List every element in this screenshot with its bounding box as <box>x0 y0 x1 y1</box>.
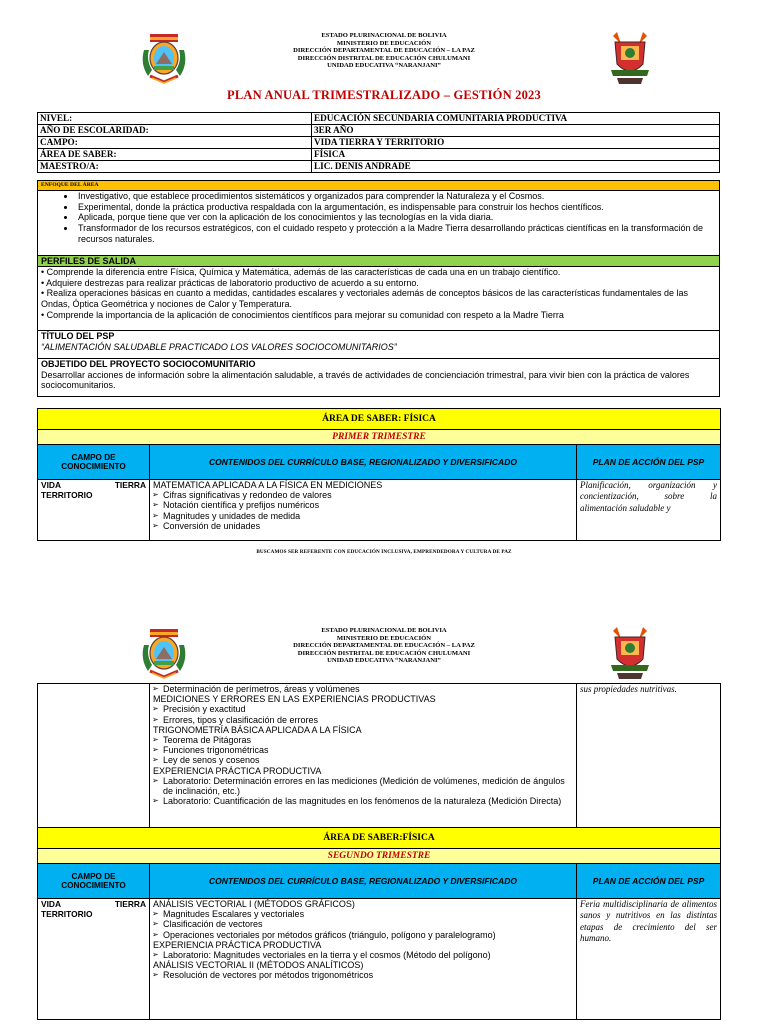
content-bullet: ➢ Errores, tipos y clasificación de errores <box>153 715 573 725</box>
trimestre-heading: PRIMER TRIMESTRE <box>38 430 721 445</box>
letterhead-text <box>240 32 528 70</box>
info-label: AÑO DE ESCOLARIDAD: <box>38 125 312 137</box>
content-bullet: ➢ Ley de senos y cosenos <box>153 755 573 765</box>
letterhead-text <box>240 627 528 665</box>
list-item: • Realiza operaciones básicas en cuanto a medidas, cantidades escalares y vectoriales además de conceptos básicos de las características fundamentales de las Ondas, Óptica Geométrica y nociones de Calor y Temperatura. <box>41 288 689 310</box>
content-bullet: ➢ Operaciones vectoriales por métodos gráficos (triángulo, polígono y paralelogramo) <box>153 930 573 940</box>
enfoque-heading: ENFOQUE DEL ÁREA <box>37 180 720 191</box>
info-label: ÁREA DE SABER: <box>38 149 312 161</box>
header-line: DIRECCIÓN DISTRITAL DE EDUCACIÓN CHULUMANI <box>297 54 471 62</box>
content-heading: ANÁLISIS VECTORIAL I (MÉTODOS GRÁFICOS) <box>153 899 355 909</box>
content-bullet: ➢ Magnitudes y unidades de medida <box>153 511 573 521</box>
document-title: PLAN ANUAL TRIMESTRALIZADO – GESTIÓN 2023 <box>227 88 541 102</box>
trimestre-row <box>38 849 721 864</box>
column-header-row <box>38 445 721 480</box>
area-table-segundo <box>37 827 721 1020</box>
column-header: CONTENIDOS DEL CURRÍCULO BASE, REGIONALIZADO Y DIVERSIFICADO <box>150 864 577 899</box>
header-line: UNIDAD EDUCATIVA “NARANJANI” <box>327 657 441 665</box>
column-header-row <box>38 864 721 899</box>
area-table-primer <box>37 408 721 541</box>
content-heading: MATEMATICA APLICADA A LA FÍSICA EN MEDICIONES <box>153 480 383 490</box>
content-heading: TRIGONOMETRÍA BÁSICA APLICADA A LA FÍSICA <box>153 724 362 735</box>
content-bullet: ➢ Magnitudes Escalares y vectoriales <box>153 909 573 919</box>
content-bullet: ➢ Laboratorio: Determinación errores en las mediciones (Medición de volúmenes, medición de ángulos de inclinación, etc.) <box>153 776 573 796</box>
info-value: LIC. DENIS ANDRADE <box>312 161 720 173</box>
content-heading: EXPERIENCIA PRÁCTICA PRODUCTIVA <box>153 765 322 776</box>
list-item: • Transformador de los recursos estratégicos, con el cuidado respeto y protección a la Madre Tierra desarrollando prácticas científicas en la transformación de recursos naturales. <box>76 223 719 244</box>
content-bullet: ➢ Precisión y exactitud <box>153 704 573 714</box>
header-line: UNIDAD EDUCATIVA “NARANJANI” <box>327 62 441 70</box>
content-heading: ANÁLISIS VECTORIAL II (MÉTODOS ANALÍTICOS) <box>153 960 364 971</box>
list-item: • Experimental, donde la práctica productiva respaldada con la argumentación, es indispensable para construir los hechos científicos. <box>76 202 719 213</box>
area-row <box>38 409 721 430</box>
area-heading: ÁREA DE SABER: FÍSICA <box>38 409 721 430</box>
info-label: MAESTRO/A: <box>38 161 312 173</box>
letterhead <box>0 625 768 685</box>
contents-cell <box>150 899 577 1020</box>
bolivia-coat-of-arms-icon <box>140 625 188 679</box>
info-row <box>38 149 720 161</box>
info-label: CAMPO: <box>38 137 312 149</box>
info-table <box>37 112 720 173</box>
content-bullet: ➢ Conversión de unidades <box>153 521 573 531</box>
header-line: MINISTERIO DE EDUCACIÓN <box>336 634 432 642</box>
list-item: • Adquiere destrezas para realizar prácticas de laboratorio productivo de acuerdo a su entorno. <box>41 277 419 288</box>
objetivo-text: Desarrollar acciones de información sobre la alimentación saludable, a través de actividades de concienciación trimestral, para vivir bien con la práctica de valores sociocomunitarios. <box>41 369 690 390</box>
column-header: CONTENIDOS DEL CURRÍCULO BASE, REGIONALIZADO Y DIVERSIFICADO <box>150 445 577 480</box>
plan-cell: sus propiedades nutritivas. <box>577 684 721 833</box>
content-heading: MEDICIONES Y ERRORES EN LAS EXPERIENCIAS PRODUCTIVAS <box>153 694 436 705</box>
letterhead <box>0 30 768 90</box>
school-crest-icon <box>607 30 653 86</box>
objetivo-heading: OBJETIDO DEL PROYECTO SOCIOCOMUNITARIO <box>41 359 256 369</box>
column-header: PLAN DE ACCIÓN DEL PSP <box>577 445 721 480</box>
header-line: ESTADO PLURINACIONAL DE BOLIVIA <box>321 627 447 634</box>
campo-cell <box>38 480 150 541</box>
contents-cell <box>150 684 577 833</box>
content-bullet: ➢ Teorema de Pitágoras <box>153 735 573 745</box>
content-bullet: ➢ Laboratorio: Magnitudes vectoriales en la tierra y el cosmos (Método del polígono) <box>153 950 573 960</box>
list-item: • Comprende la diferencia entre Física, Química y Matemática, además de las características de cada una en un trabajo científico. <box>41 267 561 277</box>
info-row <box>38 161 720 173</box>
content-bullet: ➢ Notación científica y prefijos numéricos <box>153 500 573 510</box>
content-bullet: ➢ Resolución de vectores por métodos trigonométricos <box>153 970 573 980</box>
info-value: VIDA TIERRA Y TERRITORIO <box>312 137 720 149</box>
content-bullet: ➢ Clasificación de vectores <box>153 919 573 929</box>
table-row <box>38 684 721 833</box>
campo-cell <box>38 899 150 1020</box>
info-row <box>38 137 720 149</box>
list-item: • Investigativo, que establece procedimientos sistemáticos y organizados para comprender la Naturaleza y el Cosmos. <box>76 191 719 202</box>
psp-title-section <box>37 330 720 359</box>
content-bullet: ➢ Cifras significativas y redondeo de valores <box>153 490 573 500</box>
info-row <box>38 125 720 137</box>
header-line: DIRECCIÓN DEPARTAMENTAL DE EDUCACIÓN – LA PAZ <box>293 642 475 650</box>
trimestre-row <box>38 430 721 445</box>
header-line: DIRECCIÓN DEPARTAMENTAL DE EDUCACIÓN – LA PAZ <box>293 47 475 55</box>
plan-cell: Planificación, organización y concientización, sobre la alimentación saludable y <box>577 480 721 541</box>
column-header: PLAN DE ACCIÓN DEL PSP <box>577 864 721 899</box>
content-bullet: ➢ Determinación de perímetros, áreas y volúmenes <box>153 684 573 694</box>
plan-cell: Feria multidisciplinaria de alimentos sanos y nutritivos en las distintas etapas de crecimiento del ser humano. <box>577 899 721 1020</box>
trimestre-heading: SEGUNDO TRIMESTRE <box>38 849 721 864</box>
area-heading: ÁREA DE SABER:FÍSICA <box>38 828 721 849</box>
info-row <box>38 113 720 125</box>
objetivo-section <box>37 359 720 397</box>
column-header: CAMPO DE CONOCIMIENTO <box>38 445 150 480</box>
list-item: • Comprende la importancia de la aplicación de conocimientos científicos para mejorar su comunidad con respeto a la Madre Tierra <box>41 309 564 320</box>
header-line: MINISTERIO DE EDUCACIÓN <box>336 39 432 47</box>
content-bullet: ➢ Funciones trigonométricas <box>153 745 573 755</box>
perfiles-heading: PERFILES DE SALIDA <box>37 255 720 267</box>
header-line: ESTADO PLURINACIONAL DE BOLIVIA <box>321 32 447 39</box>
info-value: EDUCACIÓN SECUNDARIA COMUNITARIA PRODUCTIVA <box>312 113 720 125</box>
table-row <box>38 480 721 541</box>
column-header: CAMPO DE CONOCIMIENTO <box>38 864 150 899</box>
campo-cell <box>38 684 150 833</box>
info-value: 3ER AÑO <box>312 125 720 137</box>
school-crest-icon <box>607 625 653 681</box>
campo-text: VIDA TIERRA TERRITORIO <box>41 899 146 919</box>
enfoque-list <box>38 191 719 245</box>
table-row <box>38 899 721 1020</box>
bolivia-coat-of-arms-icon <box>140 30 188 84</box>
perfiles-section <box>37 267 720 331</box>
page-2 <box>0 615 768 1024</box>
area-row <box>38 828 721 849</box>
list-item: • Aplicada, porque tiene que ver con la aplicación de los conocimientos y las tecnologías en la vida diaria. <box>76 212 719 223</box>
header-line: DIRECCIÓN DISTRITAL DE EDUCACIÓN CHULUMANI <box>297 649 471 657</box>
content-heading: EXPERIENCIA PRÁCTICA PRODUCTIVA <box>153 939 322 950</box>
info-label: NIVEL: <box>38 113 312 125</box>
psp-title: “ALIMENTACIÓN SALUDABLE PRACTICADO LOS VALORES SOCIOCOMUNITARIOS” <box>41 341 397 352</box>
page-footer: BUSCAMOS SER REFERENTE CON EDUCACIÓN INCLUSIVA, EMPRENDEDORA Y CULTURA DE PAZ <box>256 549 512 555</box>
enfoque-section <box>37 191 720 256</box>
content-bullet: ➢ Laboratorio: Cuantificación de las magnitudes en los fenómenos de la naturaleza (Medición Directa) <box>153 796 573 806</box>
info-value: FÍSICA <box>312 149 720 161</box>
psp-heading: TÍTULO DEL PSP <box>41 331 115 341</box>
campo-text: VIDA TIERRA TERRITORIO <box>41 480 146 500</box>
contents-cell <box>150 480 577 541</box>
continuation-table <box>37 683 721 833</box>
